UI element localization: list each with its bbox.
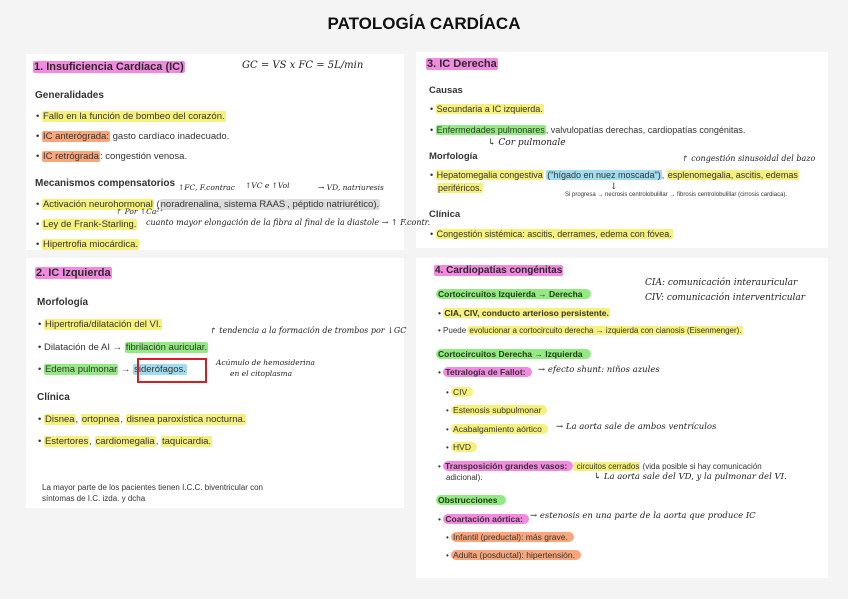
edema-pulmonar: Edema pulmonar: [44, 364, 118, 375]
coartacion: Coartación aórtica:: [443, 514, 528, 524]
clin-izq-2: • Estertores, cardiomegalia, taquicardia.: [38, 436, 212, 447]
hw-vc: ↑VC e ↑Vol: [245, 181, 290, 190]
fallot-3: • Acabalgamiento aórtico: [446, 424, 548, 434]
gen-item-3-rest: : congestión venosa.: [99, 151, 188, 162]
hw-acumulo-2: en el citoplasma: [230, 369, 293, 378]
hipertrofia: Hipertrofia miocárdica.: [42, 239, 139, 250]
eisenmenger: evolucionar a cortocircuito derecha → izquierda con cianosis (Eisenmenger).: [469, 326, 742, 335]
hw-tendencia: ↱ tendencia a la formación de trombos por ↓GC: [210, 326, 407, 335]
mec-item-1-peptido: , péptido natriurético).: [287, 199, 380, 210]
hw-formula: GC = VS x FC = 5L/min: [242, 60, 364, 71]
panel-ic-izquierda: [26, 258, 407, 508]
gen-item-2: • IC anterógrada: gasto cardíaco inadecuado.: [36, 131, 230, 142]
disnea-paroxistica: disnea paroxística nocturna.: [126, 414, 246, 425]
hw-coart: → estenosis en una parte de la aorta que produce IC: [530, 511, 756, 521]
hw-fc: ↑FC, F.contrac: [178, 183, 235, 192]
fallot-4: • HVD: [446, 442, 477, 452]
hw-acumulo-1: Acúmulo de hemosiderina: [216, 358, 315, 367]
fallot-hvd: HVD: [451, 442, 477, 452]
generalidades-heading: Generalidades: [35, 90, 104, 101]
mec-item-3: • Hipertrofia miocárdica.: [36, 239, 139, 250]
clin-izq-1-sep1: ,: [75, 414, 81, 425]
izq-der-item-1: • CIA, CIV, conducto arterioso persistente.: [438, 308, 609, 318]
mec-item-1-paren: (: [153, 199, 160, 210]
siderofagos: siderófagos.: [134, 364, 186, 375]
circuitos-cerrados: circuitos cerrados: [574, 462, 640, 471]
clin-izq-2-sep2: ,: [155, 436, 161, 447]
fallot-civ: CIV: [451, 387, 473, 397]
perifericos: periféricos.: [438, 183, 483, 193]
hw-vd: → VD, natriuresis: [318, 183, 384, 192]
clinica-der-heading: Clínica: [429, 209, 461, 220]
gen-item-2-rest: gasto cardíaco inadecuado.: [109, 131, 230, 142]
hw-cor-pulmonale: ↳ Cor pulmonale: [488, 138, 566, 148]
izq-item-3: • Edema pulmonar → siderófagos.: [38, 364, 186, 375]
mec-item-2: • Ley de Frank-Starling.: [36, 219, 137, 230]
activacion-neurohormonal: Activación neurohormonal: [42, 199, 153, 210]
coart-item: • Coartación aórtica:: [438, 514, 529, 524]
cardiomegalia: cardiomegalia: [95, 436, 155, 447]
fallot-item: • Tetralogía de Fallot:: [438, 367, 532, 377]
transposicion: Transposición grandes vasos:: [443, 461, 573, 471]
izq-item-1-text: Hipertrofia/dilatación del VI.: [44, 319, 162, 330]
clin-der-1: • Congestión sistémica: ascitis, derrames, edema con fóvea.: [430, 229, 672, 239]
coart-adulta: Adulta (posductal): hipertensión.: [451, 550, 581, 560]
clin-izq-2-sep1: ,: [89, 436, 95, 447]
note-line-2: síntomas de I.C. izda. y dcha: [42, 494, 146, 503]
hw-frank-starling: cuanto mayor elongación de la fibra al final de la diastole → ↑ F.contr.: [146, 218, 431, 227]
coart-infantil: Infantil (preductal): más grave.: [451, 532, 574, 542]
trans-item: • Transposición grandes vasos: circuitos cerrados (vida posible si hay comunicación: [438, 461, 762, 471]
ic-anterograda: IC anterógrada:: [42, 131, 109, 142]
gen-item-1-text: Fallo en la función de bombeo del corazón.: [42, 111, 225, 122]
izq-item-1: • Hipertrofia/dilatación del VI.: [38, 319, 162, 330]
coart-2: • Adulta (posductal): hipertensión.: [446, 550, 581, 560]
hw-shunt: → efecto shunt: niños azules: [538, 365, 660, 375]
causa-2-rest: , valvulopatías derechas, cardiopatías congénitas.: [545, 125, 746, 135]
nuez-moscada: ("hígado en nuez moscada"): [547, 170, 661, 180]
gen-item-1: • Fallo en la función de bombeo del corazón.: [36, 111, 225, 122]
disnea: Disnea: [44, 414, 75, 425]
frank-starling: Ley de Frank-Starling.: [42, 219, 137, 230]
causas-heading: Causas: [429, 85, 463, 96]
section-2-header: 2. IC Izquierda: [36, 267, 111, 279]
der-izq-pill: Cortocircuitos Derecha → Izquierda: [436, 349, 591, 359]
cia-civ: CIA, CIV, conducto arterioso persistente.: [444, 308, 609, 318]
ortopnea: ortopnea: [81, 414, 120, 425]
fallot-acabalgamiento: Acabalgamiento aórtico: [451, 424, 548, 434]
hw-trans: ↳ La aorta sale del VD, y la pulmonar del VI.: [594, 472, 787, 482]
section-4-header: 4. Cardiopatías congénitas: [435, 265, 563, 276]
clin-izq-1-sep2: ,: [120, 414, 126, 425]
fibrilacion-auricular: fibrilación auricular.: [125, 342, 208, 353]
gen-item-3: • IC retrógrada: congestión venosa.: [36, 151, 188, 162]
morf-der-1: • Hepatomegalia congestiva ("hígado en nuez moscada"), esplenomegalia, ascitis, edemas: [430, 170, 798, 180]
causa-2: • Enfermedades pulmonares, valvulopatías derechas, cardiopatías congénitas.: [430, 125, 746, 135]
page-title: PATOLOGÍA CARDÍACA: [327, 14, 521, 33]
mecanismos-heading: Mecanismos compensatorios: [35, 178, 176, 189]
progresa-note: Si progresa → necrosis centrolobulillar → fibrosis centrolobulillar (cirrosis cardiaca).: [565, 192, 788, 198]
morfologia-der-heading: Morfología: [429, 151, 478, 162]
clinica-izq-heading: Clínica: [37, 392, 70, 403]
hw-civ: CIV: comunicación interventricular: [645, 293, 806, 303]
hw-congestion: ↱ congestión sinusoidal del bazo: [682, 154, 816, 163]
mec-item-1: • Activación neurohormonal (noradrenalina, sistema RAAS , péptido natriurético).: [36, 199, 380, 210]
congestion-sistemica: Congestión sistémica: ascitis, derrames, edema con fóvea.: [436, 229, 672, 239]
mec-item-1-raas: noradrenalina, sistema RAAS: [160, 199, 286, 210]
obstrucciones-pill: Obstrucciones: [436, 495, 506, 505]
hw-por-ca: ↱ Por ↑Ca²⁺: [116, 207, 164, 216]
panel-congenitas: [416, 258, 828, 578]
fallot-1: • CIV: [446, 387, 473, 397]
trans-rest-2: adicional).: [446, 473, 483, 482]
fallot-2: • Estenosis subpulmonar: [446, 405, 547, 415]
coart-1: • Infantil (preductal): más grave.: [446, 532, 574, 542]
causa-1: • Secundaria a IC izquierda.: [430, 104, 543, 114]
siderofagos-box: [137, 358, 207, 383]
taquicardia: taquicardia.: [161, 436, 212, 447]
izq-item-3-arrow: →: [118, 364, 134, 375]
izq-item-2: • Dilatación de AI → fibrilación auricular.: [38, 342, 208, 353]
section-3-header: 3. IC Derecha: [427, 58, 497, 70]
morf-der-1b: [437, 183, 483, 193]
izq-der-item-2: • Puede evolucionar a cortocircuito derecha → izquierda con cianosis (Eisenmenger).: [438, 326, 742, 335]
enf-pulmonares: Enfermedades pulmonares: [436, 125, 545, 135]
note-line-1: La mayor parte de los pacientes tienen I.C.C. biventricular con: [42, 483, 264, 492]
izq-item-2-pre: Dilatación de AI →: [43, 342, 125, 353]
estertores: Estertores: [44, 436, 89, 447]
eisen-pre: Puede: [443, 326, 469, 335]
clin-izq-1: • Disnea, ortopnea, disnea paroxística nocturna.: [38, 414, 246, 425]
izq-der-pill: Cortocircuitos Izquierda → Derecha: [436, 289, 591, 299]
trans-rest: (vida posible si hay comunicación: [640, 462, 762, 471]
causa-1-text: Secundaria a IC izquierda.: [436, 104, 543, 114]
hw-aorta: → La aorta sale de ambos ventrículos: [556, 422, 717, 432]
morf-der-1-comma: ,: [661, 170, 667, 180]
fallot: Tetralogía de Fallot:: [443, 367, 531, 377]
hw-cia: CIA: comunicación interauricular: [645, 278, 798, 288]
section-1-header: 1. Insuficiencia Cardíaca (IC): [34, 61, 184, 73]
hw-arrow-down: ↓: [610, 182, 618, 192]
panel-ic-derecha: [416, 52, 828, 248]
trans-item-2: [446, 473, 482, 482]
morfologia-izq-heading: Morfología: [37, 297, 89, 308]
esplenomegalia: esplenomegalia, ascitis, edemas: [667, 170, 798, 180]
ic-retrograda: IC retrógrada: [42, 151, 99, 162]
fallot-estenosis: Estenosis subpulmonar: [451, 405, 547, 415]
hepatomegalia: Hepatomegalia congestiva: [436, 170, 543, 180]
